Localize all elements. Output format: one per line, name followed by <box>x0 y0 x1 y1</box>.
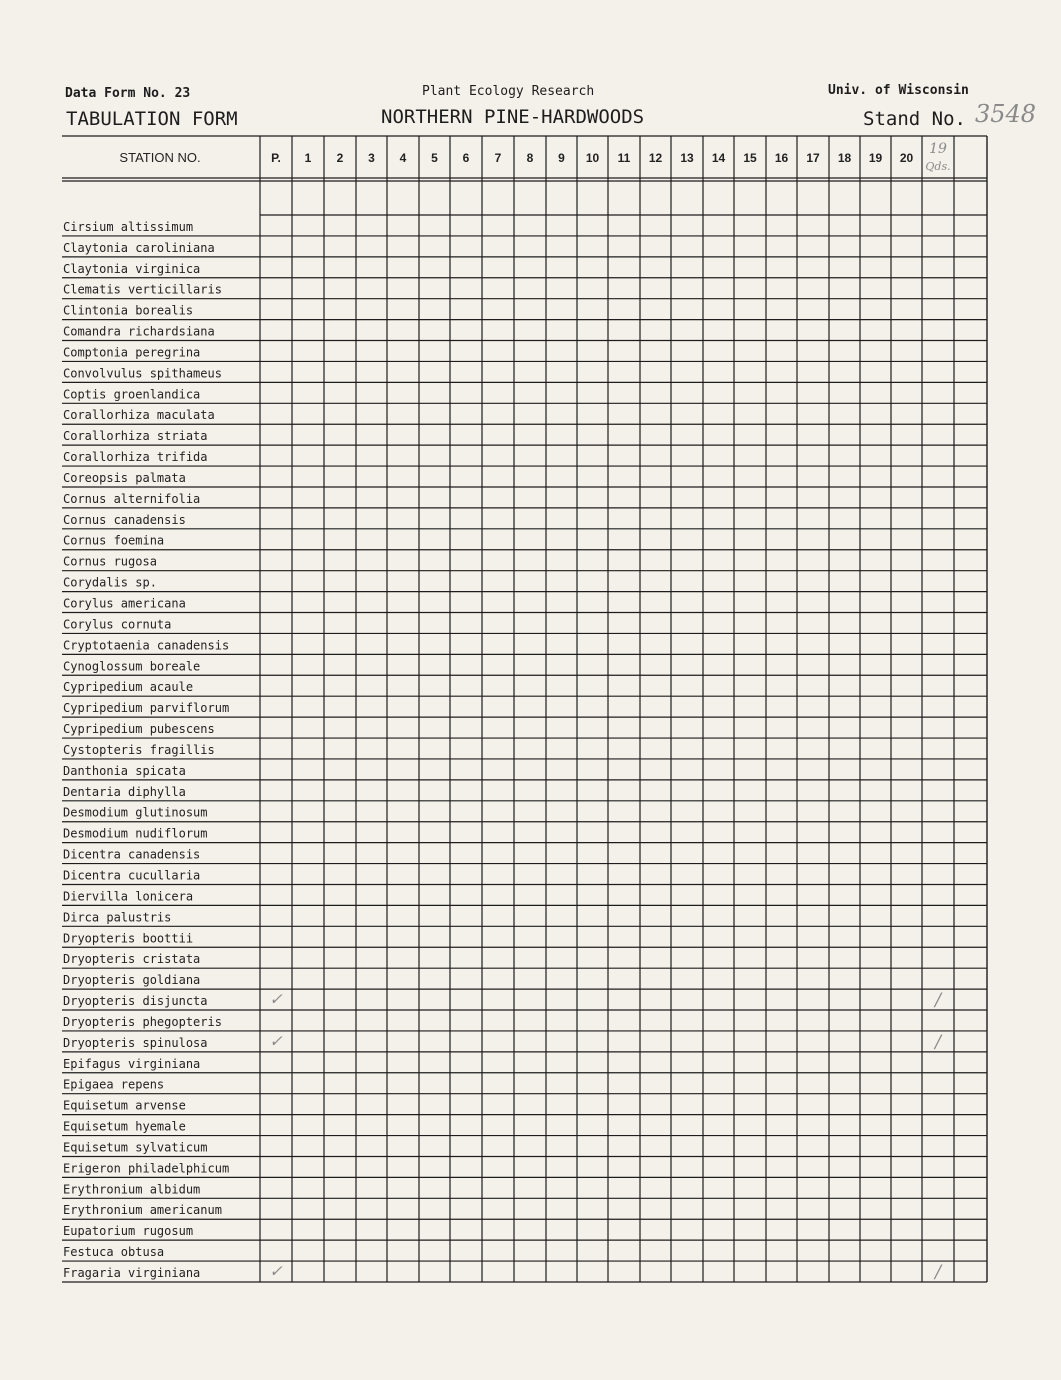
species-label: Corallorhiza maculata <box>63 408 215 423</box>
species-label: Corydalis sp. <box>63 575 157 590</box>
species-label: Claytonia virginica <box>63 261 201 276</box>
species-label: Desmodium nudiflorum <box>63 826 208 841</box>
extra-column-note-top: 19 <box>929 141 947 157</box>
species-label: Cynoglossum boreale <box>63 659 201 674</box>
species-label: Corallorhiza striata <box>63 429 208 444</box>
quadrat-tally-mark: / <box>934 989 942 1011</box>
quadrat-tally-mark: / <box>934 1031 942 1053</box>
column-header-19: 19 <box>868 151 883 165</box>
column-header-2: 2 <box>336 151 344 165</box>
species-label: Coreopsis palmata <box>63 470 186 485</box>
species-label: Epifagus virginiana <box>63 1056 201 1071</box>
species-label: Corallorhiza trifida <box>63 450 208 465</box>
presence-check-mark: ✓ <box>269 989 283 1009</box>
species-label: Equisetum hyemale <box>63 1119 186 1134</box>
species-label: Equisetum sylvaticum <box>63 1140 208 1155</box>
column-header-15: 15 <box>743 151 757 165</box>
university-name: Univ. of Wisconsin <box>828 83 969 98</box>
presence-check-mark: ✓ <box>269 1261 283 1281</box>
column-header-17: 17 <box>806 151 820 165</box>
species-label: Dirca palustris <box>63 910 172 925</box>
column-header-6: 6 <box>462 151 470 165</box>
species-label: Cystopteris fragillis <box>63 742 215 757</box>
species-label: Dryopteris spinulosa <box>63 1035 208 1050</box>
column-header-20: 20 <box>899 151 914 165</box>
species-label: Dicentra cucullaria <box>63 868 201 883</box>
species-label: Diervilla lonicera <box>63 889 194 904</box>
species-label: Claytonia caroliniana <box>63 240 215 255</box>
species-label: Erythronium albidum <box>63 1182 201 1197</box>
species-label: Dryopteris disjuncta <box>63 994 208 1009</box>
column-header-16: 16 <box>774 151 789 165</box>
stand-number-label: Stand No. <box>863 108 966 130</box>
column-header-9: 9 <box>558 151 565 165</box>
species-label: Cypripedium acaule <box>63 680 194 695</box>
species-label: Comptonia peregrina <box>63 345 201 360</box>
species-label: Clintonia borealis <box>63 303 194 318</box>
species-label: Dryopteris boottii <box>63 931 194 946</box>
station-number-header: STATION NO. <box>119 150 201 165</box>
form-number: Data Form No. 23 <box>65 86 191 101</box>
quadrat-tally-mark: / <box>934 1261 942 1283</box>
column-header-8: 8 <box>526 151 534 165</box>
species-label: Cirsium altissimum <box>63 219 194 234</box>
column-header-12: 12 <box>648 151 663 165</box>
species-label: Cryptotaenia canadensis <box>63 638 230 653</box>
species-label: Desmodium glutinosum <box>63 805 208 820</box>
extra-column-note-bottom: Qds. <box>925 160 951 173</box>
column-header-3: 3 <box>368 151 375 165</box>
presence-check-mark: ✓ <box>269 1031 283 1051</box>
column-header-18: 18 <box>837 151 852 165</box>
species-label: Cornus alternifolia <box>63 491 201 506</box>
species-label: Dryopteris cristata <box>63 952 201 967</box>
column-header-p: P. <box>271 151 281 165</box>
species-label: Comandra richardsiana <box>63 324 215 339</box>
species-label: Corylus americana <box>63 596 186 611</box>
column-header-4: 4 <box>399 151 407 165</box>
species-label: Convolvulus spithameus <box>63 366 222 381</box>
organization-title: Plant Ecology Research <box>422 84 595 99</box>
stand-number-value[interactable]: 3548 <box>975 100 1037 128</box>
species-label: Equisetum arvense <box>63 1098 186 1113</box>
column-header-14: 14 <box>711 151 726 165</box>
species-label: Corylus cornuta <box>63 617 172 632</box>
column-header-10: 10 <box>585 151 600 165</box>
species-label: Dicentra canadensis <box>63 847 201 862</box>
column-header-1: 1 <box>304 151 312 165</box>
form-subtitle: NORTHERN PINE-HARDWOODS <box>381 106 645 128</box>
species-label: Cypripedium pubescens <box>63 722 215 737</box>
species-label: Cypripedium parviflorum <box>63 701 230 716</box>
species-label: Cornus rugosa <box>63 554 157 569</box>
column-header-11: 11 <box>617 151 631 165</box>
species-label: Erythronium americanum <box>63 1203 222 1218</box>
species-label: Cornus canadensis <box>63 512 186 527</box>
species-label: Dryopteris goldiana <box>63 973 201 988</box>
species-label: Cornus foemina <box>63 533 165 548</box>
species-label: Coptis groenlandica <box>63 387 201 402</box>
species-label: Eupatorium rugosum <box>63 1224 194 1239</box>
column-header-7: 7 <box>494 151 502 165</box>
species-label: Festuca obtusa <box>63 1245 165 1260</box>
species-label: Erigeron philadelphicum <box>63 1161 230 1176</box>
species-label: Epigaea repens <box>63 1077 165 1092</box>
column-header-13: 13 <box>680 151 694 165</box>
species-label: Clematis verticillaris <box>63 282 222 297</box>
species-label: Fragaria virginiana <box>63 1266 201 1280</box>
column-header-5: 5 <box>431 151 438 165</box>
form-title: TABULATION FORM <box>66 108 238 130</box>
species-label: Danthonia spicata <box>63 763 186 778</box>
species-label: Dentaria diphylla <box>63 784 186 799</box>
species-label: Dryopteris phegopteris <box>63 1014 222 1029</box>
